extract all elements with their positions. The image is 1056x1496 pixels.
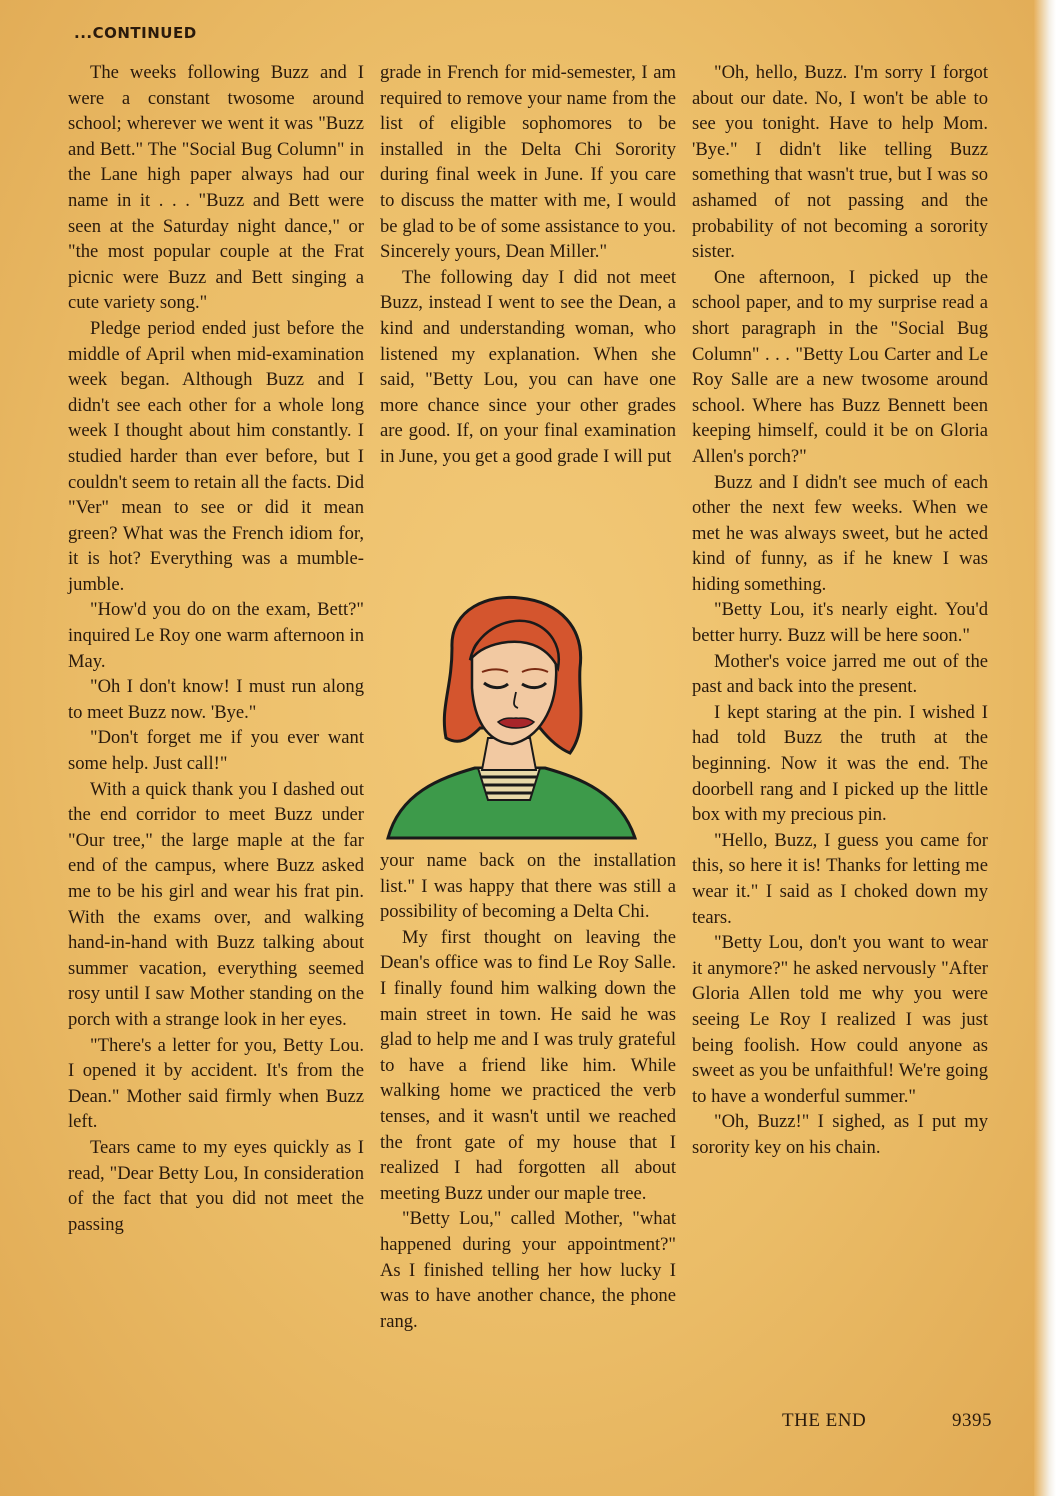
column-2-top <box>380 60 676 470</box>
paragraph: "Don't forget me if you ever want some help. Just call!" <box>68 727 364 775</box>
paragraph: Pledge period ended just before the middle of April when mid-examination week began. Although Buzz and I didn't see each other for a whole long week I thought about him constantly. I studied harder than ever before, but I couldn't seem to retain all the facts. Did "Ver" mean to see or did it mean green? What was the French idiom for, it is hot? Everything was a mumble-jumble. <box>68 317 364 595</box>
column-2-bottom <box>380 848 676 1334</box>
page-footer <box>782 1410 992 1432</box>
paragraph: "Betty Lou," called Mother, "what happened during your appointment?" As I finished telling her how lucky I was to have another chance, the phone rang. <box>380 1208 676 1332</box>
paragraph: "There's a letter for you, Betty Lou. I opened it by accident. It's from the Dean." Mother said firmly when Buzz left. <box>68 1034 364 1133</box>
page-number: 9395 <box>952 1410 992 1431</box>
paragraph: grade in French for mid-semester, I am required to remove your name from the list of eligible sophomores to be installed in the Delta Chi Sorority during final week in June. If you care to discuss the matter with me, I would be glad to be of some assistance to you. Sincerely yours, Dean Miller." <box>380 62 676 263</box>
continued-label: ...CONTINUED <box>74 24 197 42</box>
paragraph: My first thought on leaving the Dean's office was to find Le Roy Salle. I finally found him walking down the main street in town. He said he was glad to help me and I was truly grateful to have a friend like him. While walking home we practiced the verb tenses, and it wasn't until we reached the front gate of my house that I realized I had forgotten all about meeting Buzz under our maple tree. <box>380 926 676 1204</box>
column-3 <box>692 60 988 1161</box>
paragraph: Mother's voice jarred me out of the past and back into the present. <box>692 650 988 698</box>
paragraph: "How'd you do on the exam, Bett?" inquired Le Roy one warm afternoon in May. <box>68 599 364 672</box>
paragraph: One afternoon, I picked up the school paper, and to my surprise read a short paragraph in the "Social Bug Column" . . . "Betty Lou Carter and Le Roy Salle are a new twosome around school. Where has Buzz Bennett been keeping himself, could it be on Gloria Allen's porch?" <box>692 266 988 467</box>
column-1 <box>68 60 364 1237</box>
paragraph: "Oh, hello, Buzz. I'm sorry I forgot about our date. No, I won't be able to see you tonight. Have to help Mom. 'Bye." I didn't like telling Buzz something that wasn't true, but I was so ashamed of not passing and the probability of not becoming a sorority sister. <box>692 62 988 263</box>
page-edge <box>1034 0 1056 1496</box>
girl-portrait-illustration <box>380 588 638 840</box>
paragraph: I kept staring at the pin. I wished I had told Buzz the truth at the beginning. Now it was the end. The doorbell rang and I picked up the little box with my precious pin. <box>692 701 988 826</box>
paragraph: "Hello, Buzz, I guess you came for this, so here it is! Thanks for letting me wear it." I said as I choked down my tears. <box>692 829 988 928</box>
paragraph: "Oh I don't know! I must run along to meet Buzz now. 'Bye." <box>68 676 364 723</box>
the-end-label: THE END <box>782 1410 867 1431</box>
paragraph: With a quick thank you I dashed out the end corridor to meet Buzz under "Our tree," the large maple at the far end of the campus, where Buzz asked me to be his girl and wear his frat pin. With the exams over, and walking hand-in-hand with Buzz talking about summer vacation, everything seemed rosy until I saw Mother standing on the porch with a strange look in her eyes. <box>68 778 364 1030</box>
paragraph: Buzz and I didn't see much of each other the next few weeks. When we met he was always sweet, but he acted kind of funny, as if he knew I was hiding something. <box>692 471 988 595</box>
paragraph: Tears came to my eyes quickly as I read, "Dear Betty Lou, In consideration of the fact that you did not meet the passing <box>68 1136 364 1235</box>
paragraph: "Betty Lou, don't you want to wear it anymore?" he asked nervously "After Gloria Allen told me why you were seeing Le Roy I realized I was just being foolish. How could anyone as sweet as you be unfaithful! We're going to have a wonderful summer." <box>692 932 988 1107</box>
paragraph: The following day I did not meet Buzz, instead I went to see the Dean, a kind and understanding woman, who listened my explanation. When she said, "Betty Lou, you can have one more chance since your other grades are good. If, on your final examination in June, you get a good grade I will put <box>380 266 676 467</box>
paragraph: "Oh, Buzz!" I sighed, as I put my sorority key on his chain. <box>692 1111 988 1158</box>
paragraph: your name back on the installation list." I was happy that there was still a possibility of becoming a Delta Chi. <box>380 850 676 923</box>
paragraph: The weeks following Buzz and I were a constant twosome around school; wherever we went it was "Buzz and Bett." The "Social Bug Column" in the Lane high paper always had our name in it . . . "Buzz and Bett were seen at the Saturday night dance," or "the most popular couple at the Frat picnic were Buzz and Bett singing a cute variety song." <box>68 62 364 314</box>
paragraph: "Betty Lou, it's nearly eight. You'd better hurry. Buzz will be here soon." <box>692 599 988 647</box>
